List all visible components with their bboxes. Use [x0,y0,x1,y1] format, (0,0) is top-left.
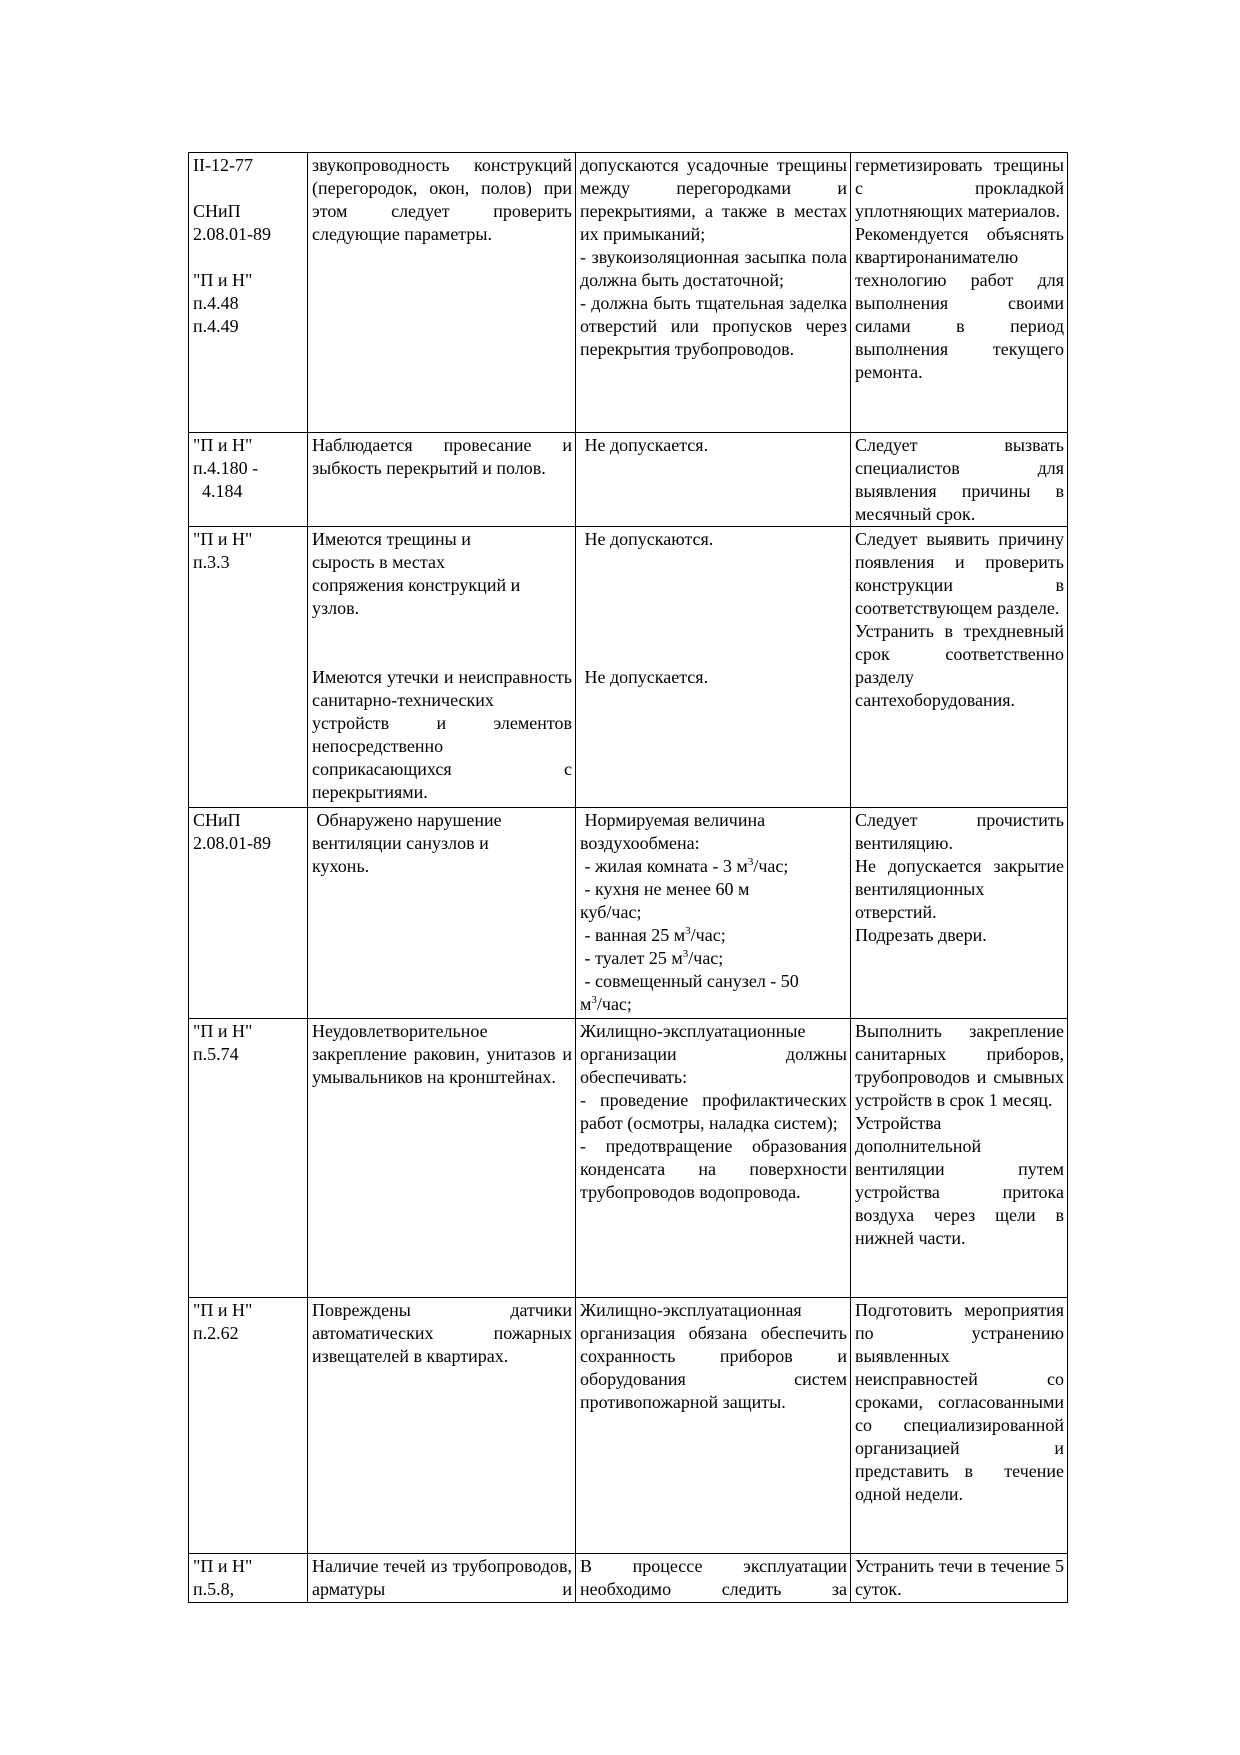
defect-description-cell [308,433,576,527]
action-cell [851,527,1068,808]
paragraph: Неудовлетворительное закрепление раковин, унитазов и умывальников на кронштейнах. [312,1021,577,1087]
text-line: вентиляции санузлов и [312,833,489,853]
superscript: 3 [591,994,597,1006]
paragraph: - звукоизоляционная засыпка пола должна быть достаточной; [580,247,852,290]
text-line: воздухообмена: [580,833,700,853]
text-line [580,551,847,574]
text-line [580,855,847,878]
superscript: 3 [682,948,689,960]
action-cell [851,433,1068,527]
norm-reference-cell [189,1298,308,1554]
paragraph: Наличие течей из трубопроводов, арматуры и [312,1556,577,1599]
text-line: II-12-77 [193,155,253,175]
text-line: "П и Н" [193,270,253,290]
text-line [580,924,847,947]
text-line: сырость в местах [312,552,445,572]
text-line: п.5.74 [193,1044,239,1064]
table-row [189,1554,1068,1603]
text-line: куб/час; [580,902,642,922]
text-line: "П и Н" [193,1556,253,1576]
text-line [580,597,847,620]
text-fragment: /час; [688,948,724,968]
text-fragment: /час; [690,925,726,945]
text-line [312,643,572,666]
text-line: п.4.49 [193,316,239,336]
text-fragment: - ванная 25 м [580,925,686,945]
text-fragment: - жилая комната - 3 м [580,856,748,876]
text-line: СНиП [193,810,241,830]
text-line [580,574,847,597]
text-line: узлов. [312,598,360,618]
defect-description-cell [308,527,576,808]
paragraph: герметизировать трещины с прокладкой уплотняющих материалов. [855,155,1069,221]
text-line: п.5.8, [193,1579,235,1599]
superscript: 3 [685,925,691,937]
requirement-cell [576,808,851,1019]
paragraph: Устройства дополнительной вентиляции путем устройства притока воздуха через щели в нижней части. [855,1113,1069,1248]
norm-reference-cell [189,153,308,433]
table-row [189,153,1068,433]
text-line: п.3.3 [193,552,230,572]
text-line: п.4.180 - [193,458,259,478]
text-line: "П и Н" [193,435,253,455]
text-fragment: /час; [753,856,789,876]
text-line: 4.184 [193,481,243,501]
text-line: Имеются трещины и [312,529,471,549]
requirement-cell [576,1298,851,1554]
text-line: "П и Н" [193,1300,253,1320]
text-line [312,620,572,643]
text-fragment: м [580,994,592,1014]
paragraph: Следует вызвать специалистов для выявления причины в месячный срок. [855,435,1069,524]
action-cell [851,153,1068,433]
text-line: кухонь. [312,856,370,876]
defect-description-cell [308,1019,576,1298]
norm-reference-cell [189,808,308,1019]
requirement-cell [576,1019,851,1298]
defect-description-cell [308,1554,576,1603]
text-line: - совмещенный санузел - 50 [580,971,799,991]
requirement-cell [576,433,851,527]
paragraph: Не допускается закрытие вентиляционных отверстий. [855,856,1069,922]
paragraph: Выполнить закрепление санитарных приборов, трубопроводов и смывных устройств в срок 1 месяц. [855,1021,1069,1110]
table-row [189,433,1068,527]
paragraph: Следует выявить причину появления и проверить конструкции в соответствующем разделе. [855,529,1069,618]
text-line [580,620,847,643]
defects-table [188,152,1068,1603]
norm-reference-cell [189,1554,308,1603]
text-line [193,177,304,200]
table-row [189,808,1068,1019]
text-line: сопряжения конструкций и [312,575,521,595]
text-line: - кухня не менее 60 м [580,879,750,899]
defect-description-cell [308,1298,576,1554]
superscript: 3 [747,856,754,868]
text-line [580,993,847,1016]
paragraph: Жилищно-эксплуатационные организации должны обеспечивать: [580,1021,852,1087]
norm-reference-cell [189,433,308,527]
requirement-cell [576,527,851,808]
paragraph: Подготовить мероприятия по устранению выявленных неисправностей со сроками, согласованными со специализированной организацией и представить в течение одной недели. [855,1300,1069,1504]
paragraph: Повреждены датчики автоматических пожарных извещателей в квартирах. [312,1300,577,1366]
paragraph: Имеются утечки и неисправность санитарно-технических устройств и элементов непосредственно соприкасающихся с перекрытиями. [312,667,577,802]
text-line: п.4.48 [193,293,239,313]
action-cell [851,1019,1068,1298]
table-row [189,1019,1068,1298]
paragraph: Устранить в трехдневный срок соответственно разделу сантехоборудования. [855,621,1069,710]
text-line [193,246,304,269]
defect-description-cell [308,153,576,433]
paragraph: допускаются усадочные трещины между перегородками и перекрытиями, а также в местах их примыканий; [580,155,852,244]
text-line: 2.08.01-89 [193,833,271,853]
norm-reference-cell [189,1019,308,1298]
text-fragment: - туалет 25 м [580,948,683,968]
paragraph: - предотвращение образования конденсата на поверхности трубопроводов водопровода. [580,1136,852,1202]
text-line: 2.08.01-89 [193,224,271,244]
text-line: п.2.62 [193,1323,239,1343]
requirement-cell [576,153,851,433]
text-line: Нормируемая величина [580,810,766,830]
action-cell [851,808,1068,1019]
table-row [189,527,1068,808]
requirement-cell [576,1554,851,1603]
paragraph: Наблюдается провесание и зыбкость перекрытий и полов. [312,435,577,478]
norm-reference-cell [189,527,308,808]
paragraph: Устранить течи в течение 5 суток. [855,1556,1069,1599]
paragraph: звукопроводность конструкций (перегородок, окон, полов) при этом следует проверить следующие параметры. [312,155,577,244]
paragraph: - должна быть тщательная заделка отверстий или пропусков через перекрытия трубопроводов. [580,293,852,359]
text-fragment: /час; [596,994,632,1014]
text-line [580,947,847,970]
text-line: Не допускается. [580,667,709,687]
text-line: "П и Н" [193,1021,253,1041]
paragraph: Следует прочистить вентиляцию. [855,810,1069,853]
defect-description-cell [308,808,576,1019]
table-body [189,153,1068,1603]
paragraph: - проведение профилактических работ (осмотры, наладка систем); [580,1090,852,1133]
action-cell [851,1298,1068,1554]
paragraph: В процессе эксплуатации необходимо следить за [580,1556,852,1599]
text-line: Не допускается. [580,435,709,455]
text-line [580,643,847,666]
paragraph: Жилищно-эксплуатационная организация обязана обеспечить сохранность приборов и оборудования систем противопожарной защиты. [580,1300,852,1412]
paragraph: Подрезать двери. [855,925,987,945]
text-line: "П и Н" [193,529,253,549]
text-line: СНиП [193,201,241,221]
text-line: Обнаружено нарушение [312,810,502,830]
action-cell [851,1554,1068,1603]
text-line: Не допускаются. [580,529,714,549]
paragraph: Рекомендуется объяснять квартиронанимателю технологию работ для выполнения своими силами в период выполнения текущего ремонта. [855,224,1069,382]
table-row [189,1298,1068,1554]
